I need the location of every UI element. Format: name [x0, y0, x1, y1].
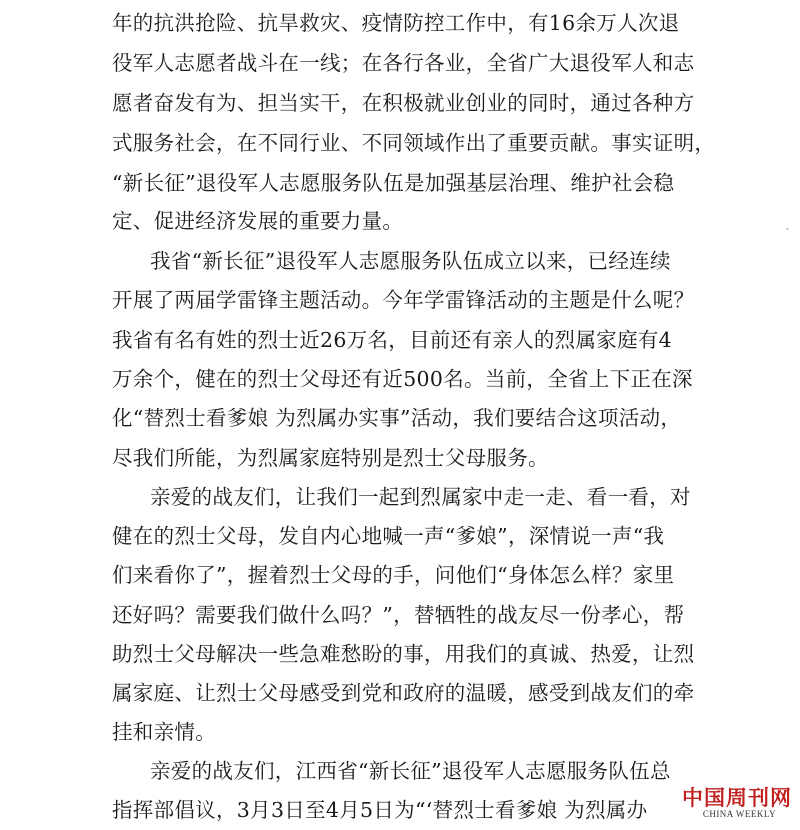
watermark-title: 中国周刊网	[682, 785, 792, 810]
text-line: 指挥部倡议，3月3日至4月5日为“‘替烈士看爹娘 为烈属办	[112, 798, 648, 822]
paragraph-first-line: 亲爱的战友们，让我们一起到烈属家中走一走、看一看，对	[150, 485, 691, 509]
scan-speck	[786, 228, 789, 230]
text-line: 定、促进经济发展的重要力量。	[112, 209, 404, 233]
watermark-subtitle: CHINA WEEKLY	[702, 809, 776, 819]
text-line: 助烈士父母解决一些急难愁盼的事，用我们的真诚、热爱，让烈	[112, 642, 695, 666]
text-line: 年的抗洪抢险、抗旱救灾、疫情防控工作中，有16余万人次退	[112, 11, 680, 35]
text-line: 式服务社会，在不同行业、不同领域作出了重要贡献。事实证明，	[112, 131, 716, 155]
china-weekly-watermark	[652, 786, 792, 822]
paragraph-first-line: 我省“新长征”退役军人志愿服务队伍成立以来，已经连续	[150, 249, 671, 273]
text-line: 万余个，健在的烈士父母还有近500名。当前，全省上下正在深	[112, 367, 693, 391]
text-line: 健在的烈士父母，发自内心地喊一声“爹娘”，深情说一声“我	[112, 524, 665, 548]
text-line: 我省有名有姓的烈士近26万名，目前还有亲人的烈属家庭有4	[112, 328, 673, 352]
text-line: 属家庭、让烈士父母感受到党和政府的温暖，感受到战友们的牵	[112, 681, 695, 705]
paragraph-first-line: 亲爱的战友们，江西省“新长征”退役军人志愿服务队伍总	[150, 759, 671, 783]
text-line: “新长征”退役军人志愿服务队伍是加强基层治理、维护社会稳	[112, 171, 675, 195]
text-line: 役军人志愿者战斗在一线；在各行各业，全省广大退役军人和志	[112, 51, 695, 75]
text-line: 愿者奋发有为、担当实干，在积极就业创业的同时，通过各种方	[112, 91, 695, 115]
text-line: 尽我们所能，为烈属家庭特别是烈士父母服务。	[112, 446, 549, 470]
text-line: 化“替烈士看爹娘 为烈属办实事”活动，我们要结合这项活动，	[112, 406, 682, 430]
text-line: 们来看你了”，握着烈士父母的手，问他们“身体怎么样？家里	[112, 563, 675, 587]
text-line: 开展了两届学雷锋主题活动。今年学雷锋活动的主题是什么呢？	[112, 288, 695, 312]
text-line: 还好吗？需要我们做什么吗？”，替牺牲的战友尽一份孝心，帮	[112, 603, 685, 627]
text-line: 挂和亲情。	[112, 720, 216, 744]
